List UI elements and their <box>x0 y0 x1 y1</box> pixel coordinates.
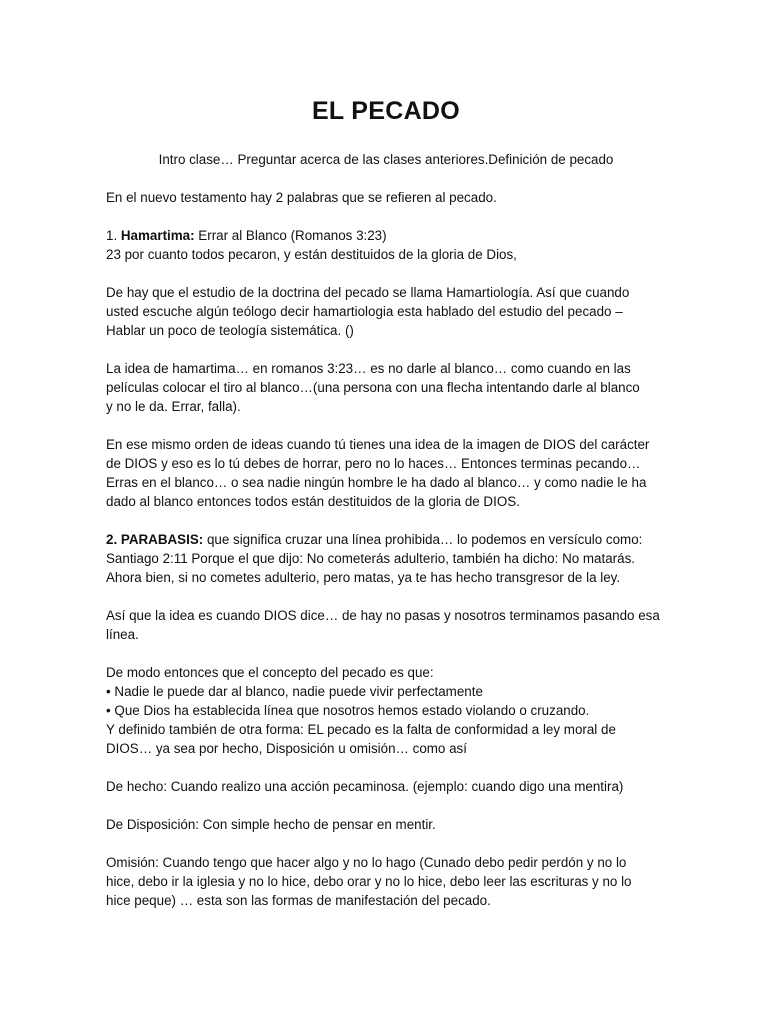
text-line: dado al blanco entonces todos están destituidos de la gloria de DIOS. <box>106 494 520 509</box>
text-line: De hay que el estudio de la doctrina del pecado se llama Hamartiología. Así que cuando <box>106 285 630 300</box>
document-page <box>106 96 666 929</box>
parabasis-definition: que significa cruzar una línea prohibida… lo podemos en versículo como: <box>203 532 643 547</box>
text-line: Erras en el blanco… o sea nadie ningún hombre le ha dado al blanco… y como nadie le ha <box>106 475 647 490</box>
paragraph-de-hecho: De hecho: Cuando realizo una acción pecaminosa. (ejemplo: cuando digo una mentira) <box>106 779 624 794</box>
hamartima-line <box>106 226 666 245</box>
document-title: EL PECADO <box>311 97 461 125</box>
text-line: Ahora bien, si no cometes adulterio, pero matas, ya te has hecho transgresor de la ley. <box>106 570 621 585</box>
text-line: hice, debo ir la iglesia y no lo hice, debo orar y no lo hice, debo leer las escrituras y no lo <box>106 874 632 889</box>
text-line: Santiago 2:11 Porque el que dijo: No cometerás adulterio, también ha dicho: No matarás. <box>106 551 635 566</box>
hamartima-verse: 23 por cuanto todos pecaron, y están destituidos de la gloria de Dios, <box>106 247 517 262</box>
text-line: línea. <box>106 627 139 642</box>
text-line: De modo entonces que el concepto del pecado es que: <box>106 665 434 680</box>
text-line: películas colocar el tiro al blanco…(una persona con una flecha intentando darle al blanco <box>106 380 640 395</box>
paragraph-parabasis <box>106 530 666 587</box>
hamartima-definition: Errar al Blanco (Romanos 3:23) <box>194 228 387 243</box>
parabasis-term: 2. PARABASIS: <box>106 532 204 547</box>
paragraph-idea-hamartima <box>106 359 666 416</box>
paragraph-omision <box>106 853 666 910</box>
paragraph-hamartima <box>106 226 666 264</box>
hamartima-number: 1. <box>106 228 121 243</box>
text-line: DIOS… ya sea por hecho, Disposición u omisión… como así <box>106 741 467 756</box>
text-line: Hablar un poco de teología sistemática. () <box>106 323 354 338</box>
intro-line: Intro clase… Preguntar acerca de las clases anteriores.Definición de pecado <box>158 152 614 167</box>
text-line: Omisión: Cuando tengo que hacer algo y no lo hago (Cunado debo pedir perdón y no lo <box>106 855 627 870</box>
text-line: de DIOS y eso es lo tú debes de horrar, pero no lo haces… Entonces terminas pecando… <box>106 456 641 471</box>
text-line: hice peque) … esta son las formas de manifestación del pecado. <box>106 893 491 908</box>
paragraph-intro-nt: En el nuevo testamento hay 2 palabras que se refieren al pecado. <box>106 190 497 205</box>
paragraph-disposicion: De Disposición: Con simple hecho de pensar en mentir. <box>106 817 436 832</box>
paragraph-idea-linea <box>106 606 666 644</box>
hamartima-term: Hamartima: <box>120 228 195 243</box>
text-line: usted escuche algún teólogo decir hamartiologia esta hablado del estudio del pecado – <box>106 304 623 319</box>
text-line: Así que la idea es cuando DIOS dice… de hay no pasas y nosotros terminamos pasando esa <box>106 608 660 623</box>
parabasis-line <box>106 530 666 549</box>
text-line: En ese mismo orden de ideas cuando tú tienes una idea de la imagen de DIOS del carácter <box>106 437 650 452</box>
paragraph-hamartiologia <box>106 283 666 340</box>
text-line: La idea de hamartima… en romanos 3:23… es no darle al blanco… como cuando en las <box>106 361 631 376</box>
bullet-item: • Que Dios ha establecida línea que nosotros hemos estado violando o cruzando. <box>106 703 590 718</box>
text-line: Y definido también de otra forma: EL pecado es la falta de conformidad a ley moral de <box>106 722 616 737</box>
paragraph-orden-ideas <box>106 435 666 511</box>
bullet-item: • Nadie le puede dar al blanco, nadie puede vivir perfectamente <box>106 684 483 699</box>
paragraph-concepto-pecado <box>106 663 666 758</box>
text-line: y no le da. Errar, falla). <box>106 399 241 414</box>
